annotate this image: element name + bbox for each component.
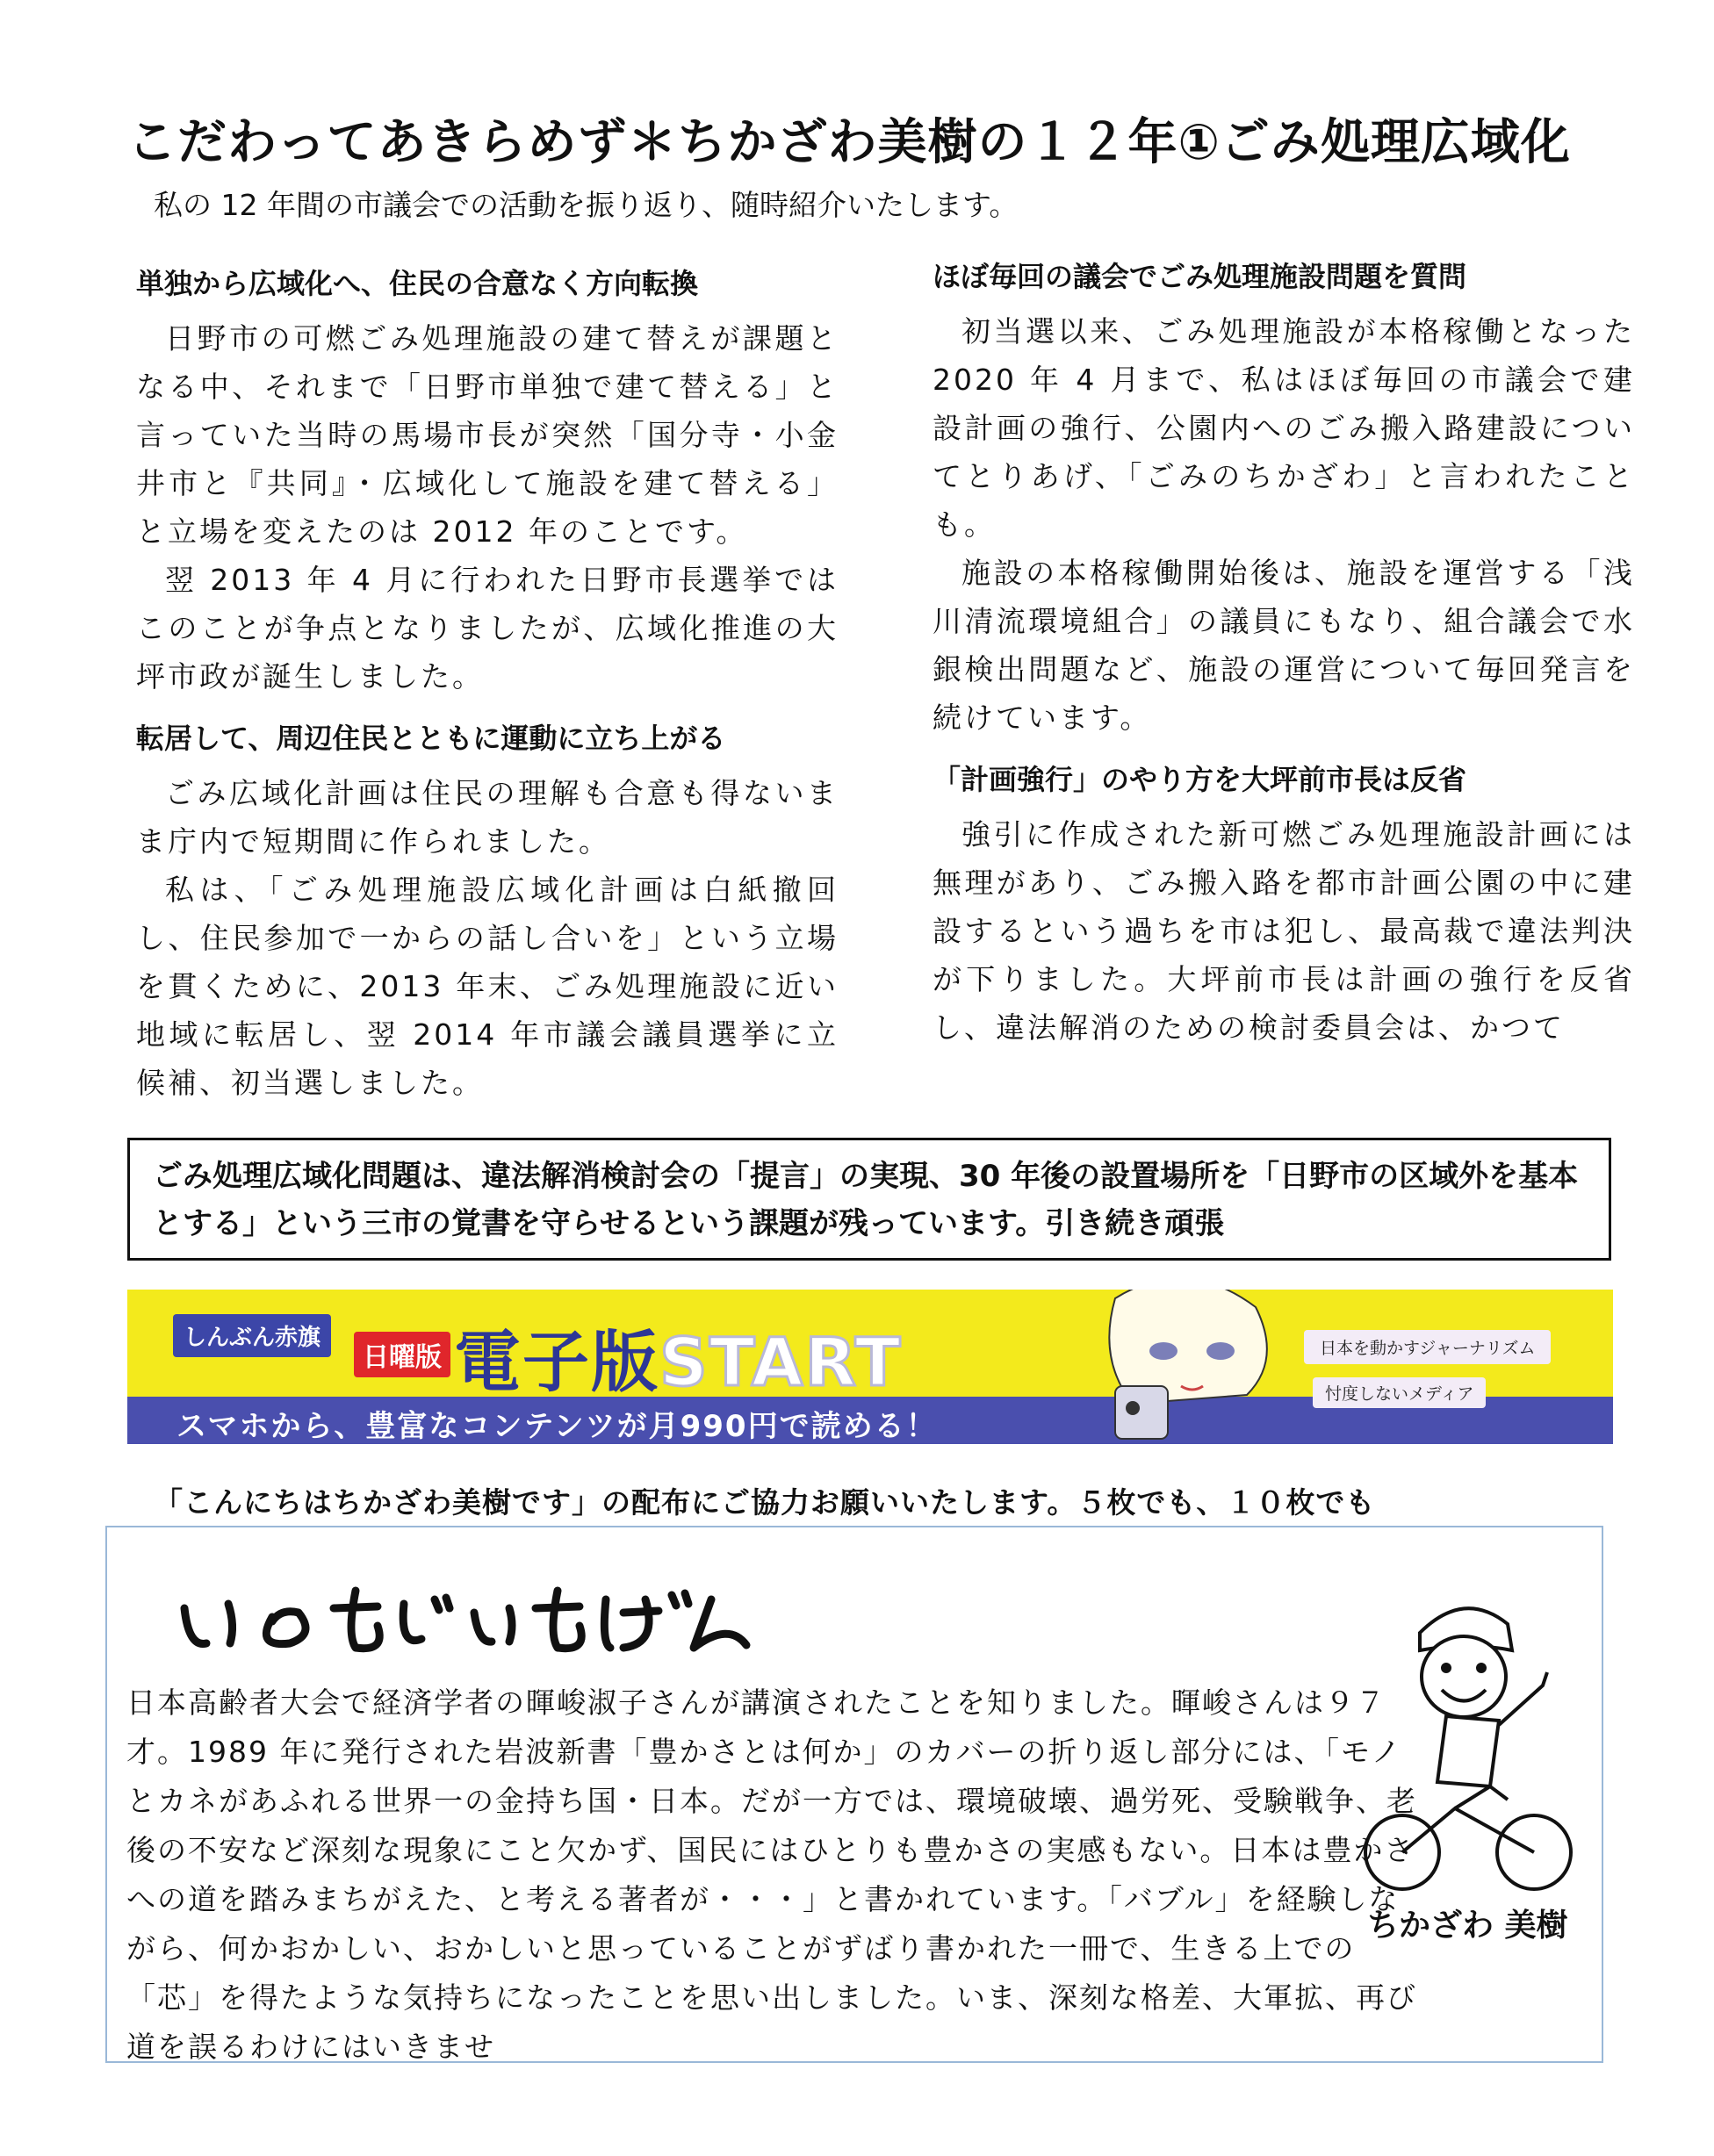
section — [933, 255, 1635, 742]
paragraph: 日野市の可燃ごみ処理施設の建て替えが課題となる中、それまで「日野市単独で建て替える」と言っていた当時の馬場市長が突然「国分寺・小金井市と『共同』・広域化して施設を建て替える」と立場を変えたのは 2012 年のことです。 — [136, 321, 839, 549]
banner-start-text: START — [659, 1323, 903, 1401]
paragraph: 日本高齢者大会で経済学者の暉峻淑子さんが講演されたことを知りました。暉峻さんは９７才。1989 年に発行された岩波新書「豊かさとは何か」のカバーの折り返し部分には、「モノとカネがあふれる世界一の金持ち国・日本。だが一方では、環境破壊、過労死、受験戦争、老後の不安など深刻な現象にこと欠かず、国民にはひとりも豊かさの実感もない。日本は豊かさへの道を踏みまちがえた、と考える著者が・・・」と書かれています。「バブル」を経験しながら、何かおかしい、おかしいと思っていることがずばり書かれた一冊で、生きる上での「芯」を得たような気持ちになったことを思い出しました。いま、深刻な格差、大軍拡、再び道を誤るわけにはいきませ — [126, 1685, 1417, 2063]
right-column — [933, 255, 1635, 1113]
intro-text: 私の 12 年間の市議会での活動を振り返り、随時紹介いたします。 — [154, 188, 1019, 222]
summary-text: ごみ処理広域化問題は、違法解消検討会の「提言」の実現、30 年後の設置場所を「日野市の区域外を基本とする」という三市の覚書を守らせるという課題が残っています。引き続き頑張 — [153, 1159, 1579, 1241]
banner-subline: スマホから、豊富なコンテンツが月990円で読める！ — [176, 1409, 938, 1444]
handwritten-title-image — [167, 1573, 799, 1670]
illustrated-woman-image — [1080, 1290, 1291, 1444]
banner-brand: しんぶん赤旗 — [173, 1314, 331, 1357]
paragraph: 私は、「ごみ処理施設広域化計画は白紙撤回し、住民参加で一からの話し合いを」という立場を貫くために、2013 年末、ごみ処理施設に近い地域に転居し、翌 2014 年市議会議員選挙に立候補、初当選しました。 — [136, 873, 839, 1100]
section — [136, 716, 839, 1107]
paragraph: 施設の本格稼働開始後は、施設を運営する「浅川清流環境組合」の議員にもなり、組合議会で水銀検出問題など、施設の運営について毎回発言を続けています。 — [933, 556, 1635, 735]
cyclist-illustration-image — [1358, 1580, 1578, 1914]
signature: ちかざわ 美樹 — [1367, 1907, 1568, 1944]
banner-tag: 日本を動かすジャーナリズム — [1304, 1330, 1551, 1364]
section — [933, 758, 1635, 1052]
essay-text — [126, 1678, 1426, 2063]
banner-main-text: 電子版 — [454, 1323, 659, 1401]
banner-tag: 忖度しないメディア — [1313, 1377, 1486, 1408]
paragraph: 翌 2013 年 4 月に行われた日野市長選挙ではこのことが争点となりましたが、広域化推進の大坪市政が誕生しました。 — [136, 563, 839, 694]
summary-box — [127, 1138, 1611, 1261]
page-title: こだわってあきらめず＊ちかざわ美樹の１２年①ごみ処理広域化 — [127, 114, 1571, 171]
section-heading: 「計画強行」のやり方を大坪前市長は反省 — [933, 763, 1467, 796]
ad-banner[interactable] — [127, 1290, 1613, 1444]
section — [136, 262, 839, 701]
distribution-request: 「こんにちはちかざわ美樹です」の配布にご協力お願いいたします。５枚でも、１０枚でも — [154, 1485, 1376, 1520]
banner-headline — [454, 1309, 902, 1405]
section-heading: 単独から広域化へ、住民の合意なく方向転換 — [136, 267, 699, 300]
paragraph: ごみ広域化計画は住民の理解も合意も得ないまま庁内で短期間に作られました。 — [136, 776, 839, 859]
left-column — [136, 262, 839, 1122]
section-heading: ほぼ毎回の議会でごみ処理施設問題を質問 — [933, 260, 1467, 293]
paragraph: 強引に作成された新可燃ごみ処理施設計画には無理があり、ごみ搬入路を都市計画公園の中に建設するという過ちを市は犯し、最高裁で違法判決が下りました。大坪前市長は計画の強行を反省し、違法解消のための検討委員会は、かつて — [933, 817, 1635, 1045]
section-heading: 転居して、周辺住民とともに運動に立ち上がる — [136, 722, 726, 755]
banner-edition: 日曜版 — [354, 1332, 450, 1377]
paragraph: 初当選以来、ごみ処理施設が本格稼働となった 2020 年 4 月まで、私はほぼ毎回の市議会で建設計画の強行、公園内へのごみ搬入路建設についてとりあげ、「ごみのちかざわ」と言われたことも。 — [933, 314, 1635, 542]
essay-box — [105, 1526, 1603, 2063]
